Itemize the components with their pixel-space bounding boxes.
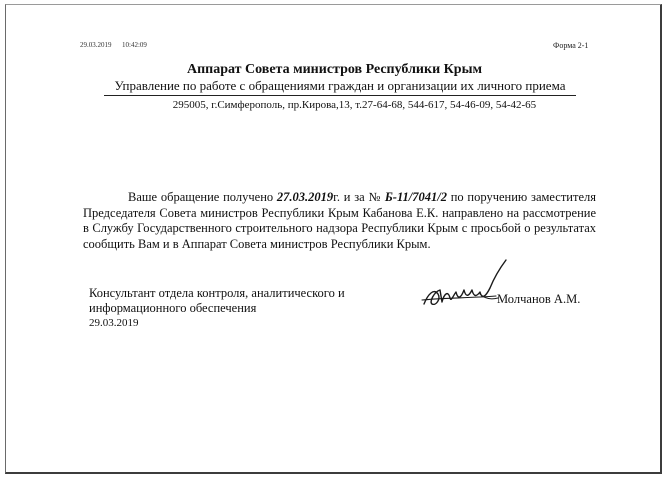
body-text-2: г. и за № [333,190,385,204]
body-text-3: по поручению заместителя Председателя Совета министров Республики Крым Кабанова Е.К. направлено на рассмотрение в Службу Государственного строительного надзора Республики Крым с просьбой о результатах сообщить Вам и в Аппарат Совета министров Республики Крым. [83,190,596,251]
form-number: Форма 2-1 [553,41,589,50]
signer-position-line1: Консультант отдела контроля, аналитического и [89,286,345,300]
print-time: 10:42:09 [122,41,147,49]
address-line: 295005, г.Симферополь, пр.Кирова,13, т.27-64-68, 544-617, 54-46-09, 54-42-65 [172,99,537,111]
signer-date: 29.03.2019 [89,317,139,329]
letter-body [83,190,596,252]
handwritten-signature-icon [420,254,510,320]
print-date: 29.03.2019 [80,41,112,49]
received-date: 27.03.2019 [276,190,334,204]
department-line: Управление по работе с обращениями граждан и организации их личного приема [104,78,576,96]
reference-number: Б-11/7041/2 [384,190,447,204]
signer-position-line2: информационного обеспечения [89,301,257,315]
org-title: Аппарат Совета министров Республики Крым [186,62,483,77]
body-text-1: Ваше обращение получено [128,190,277,204]
signer-name: Молчанов А.М. [497,292,581,306]
signer-block [89,286,389,331]
